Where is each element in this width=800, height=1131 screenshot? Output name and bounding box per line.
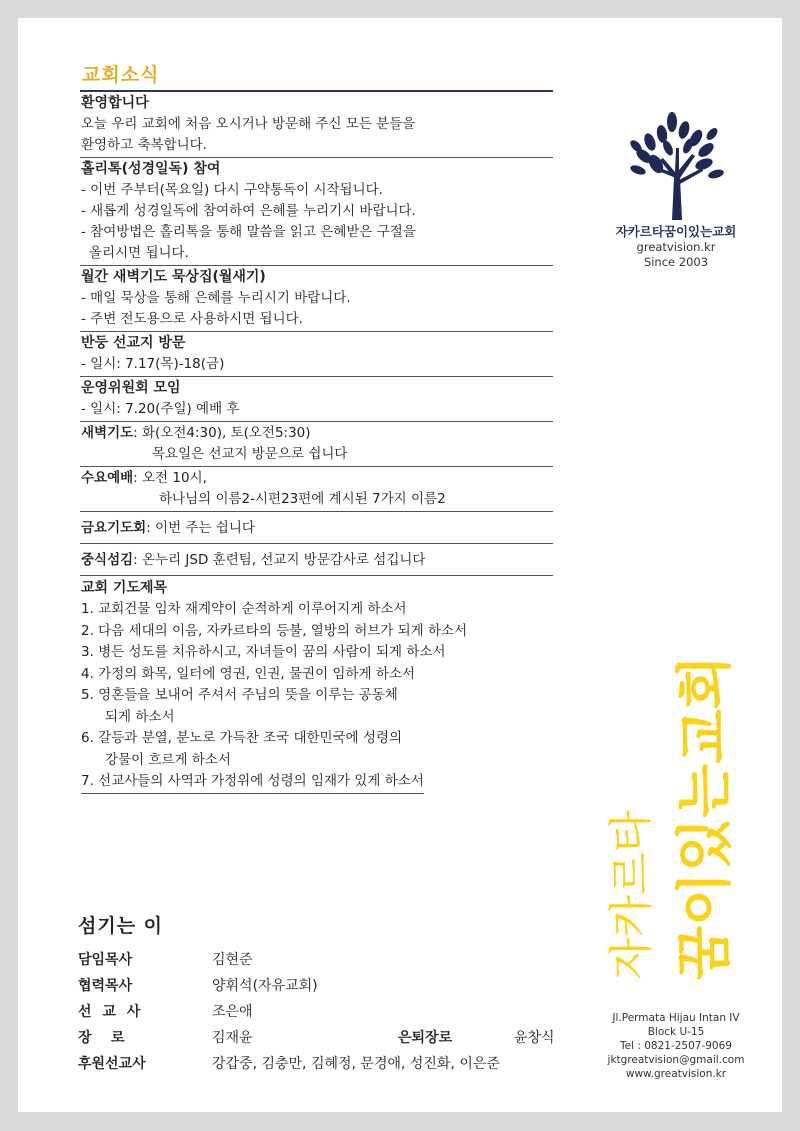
staff-name: 강갑중, 김충만, 김혜정, 문경애, 성진화, 이은준 — [212, 1056, 500, 1072]
staff-name: 양휘석(자유교회) — [212, 978, 318, 994]
prayer-item: 7. 선교사들의 사역과 가정위에 성령의 임재가 있게 하소서 — [81, 771, 424, 794]
prayer-item: 4. 가정의 화목, 일터에 영권, 인권, 물권이 임하게 하소서 — [81, 665, 415, 682]
holytalk-title: 홀리톡(성경일독) 참여 — [81, 161, 221, 177]
vertical-title-line2: 꿈이있는교회 — [673, 655, 736, 980]
dawn-prayer-label: 새벽기도 — [81, 425, 134, 441]
church-news — [80, 60, 553, 794]
holytalk-line: 올리시면 됩니다. — [89, 245, 189, 261]
contact-info — [596, 1011, 756, 1081]
wed-label: 수요예배 — [81, 470, 134, 486]
committee-line: - 일시: 7.20(주일) 예배 후 — [81, 401, 240, 417]
staff-name: 김현준 — [212, 952, 253, 968]
welcome-line: 환영하고 축복합니다. — [81, 137, 207, 153]
church-since: Since 2003 — [643, 255, 709, 269]
dawn-prayer-section — [80, 422, 553, 467]
news-heading: 교회소식 — [82, 64, 160, 86]
separator: : — [133, 470, 143, 486]
prayer-item-cont: 되게 하소서 — [105, 708, 175, 725]
lunch-label: 중식섬김 — [81, 552, 134, 568]
church-website: greatvision.kr — [636, 240, 716, 254]
staff-row — [78, 1051, 568, 1077]
wed-time: 오전 10시, — [142, 470, 207, 486]
holytalk-line: - 참여방법은 홀리톡을 통해 말씀을 읽고 은혜받은 구절을 — [81, 224, 416, 240]
wed-sermon: 하나님의 이름2-시편23편에 계시된 7가지 이름2 — [159, 491, 446, 507]
dawn-book-title: 월간 새벽기도 묵상집(월새기) — [81, 269, 266, 285]
vertical-church-title — [606, 588, 756, 988]
bulletin-page — [18, 18, 782, 1112]
prayer-item: 2. 다음 세대의 이음, 자카르타의 등불, 열방의 허브가 되게 하소서 — [81, 622, 468, 639]
prayer-item: 1. 교회건물 임차 재계약이 순적하게 이루어지게 하소서 — [81, 601, 407, 617]
holytalk-line: - 새롭게 성경일독에 참여하여 은혜를 누리기시 바랍니다. — [81, 203, 416, 219]
staff-name: 조은애 — [212, 1004, 253, 1020]
bandung-title: 반둥 선교지 방문 — [81, 335, 186, 351]
dawn-book-section — [80, 266, 553, 332]
staff-row — [78, 1025, 568, 1051]
bandung-line: - 일시: 7.17(목)-18(금) — [81, 356, 225, 372]
lunch-section — [80, 544, 553, 576]
serve-title: 섬기는 이 — [78, 915, 164, 937]
lunch-text: : 온누리 JSD 훈련팀, 선교지 방문감사로 섬깁니다 — [133, 552, 426, 568]
prayer-item: 5. 영혼들을 보내어 주셔서 주님의 뜻을 이루는 공동체 — [81, 687, 398, 703]
staff-role: 담임목사 — [78, 952, 133, 968]
staff-role: 협력목사 — [78, 978, 133, 994]
tree-icon — [616, 108, 736, 220]
staff-role: 선 교 사 — [78, 1004, 144, 1020]
email: jktgreatvision@gmail.com — [607, 1054, 745, 1066]
address-line1: Jl.Permata Hijau Intan IV — [612, 1012, 740, 1024]
dawn-book-line: - 주변 전도용으로 사용하시면 됩니다. — [81, 311, 303, 327]
holytalk-section — [80, 158, 553, 266]
address-line2: Block U-15 — [647, 1026, 705, 1038]
website: www.greatvision.kr — [625, 1068, 727, 1080]
dawn-prayer-time: 화(오전4:30), 토(오전5:30) — [142, 425, 311, 441]
church-name: 자카르타꿈이있는교회 — [615, 224, 737, 239]
welcome-section — [80, 92, 553, 158]
staff-row — [78, 947, 568, 973]
staff-row — [78, 999, 568, 1025]
separator: : — [133, 425, 143, 441]
staff-role: 후원선교사 — [78, 1056, 146, 1072]
holytalk-line: - 이번 주부터(목요일) 다시 구약통독이 시작됩니다. — [81, 182, 383, 198]
committee-section — [80, 377, 553, 422]
dawn-book-line: - 매일 묵상을 통해 은혜를 누리시기 바랍니다. — [81, 290, 351, 306]
welcome-title: 환영합니다 — [81, 95, 149, 111]
prayer-section — [80, 576, 553, 794]
prayer-title: 교회 기도제목 — [81, 580, 168, 596]
staff-role: 장 로 — [78, 1030, 125, 1046]
church-logo — [596, 108, 756, 270]
staff-role-retired: 은퇴장로 — [398, 1030, 453, 1046]
committee-title: 운영위원회 모임 — [81, 380, 181, 396]
staff-list — [78, 947, 568, 1077]
staff-name: 김재윤 — [212, 1030, 253, 1046]
fri-label: 금요기도회 — [81, 520, 147, 536]
wed-section — [80, 467, 553, 512]
staff-row — [78, 973, 568, 999]
fri-text: : 이번 주는 쉽니다 — [146, 520, 255, 536]
bandung-section — [80, 332, 553, 377]
dawn-prayer-note: 목요일은 선교지 방문으로 쉽니다 — [152, 446, 348, 462]
prayer-item-cont: 강물이 흐르게 하소서 — [105, 751, 231, 768]
fri-section — [80, 512, 553, 544]
prayer-item: 3. 병든 성도를 치유하시고, 자녀들이 꿈의 사람이 되게 하소서 — [81, 644, 446, 660]
phone: Tel : 0821-2507-9069 — [620, 1040, 732, 1052]
welcome-line: 오늘 우리 교회에 처음 오시거나 방문해 주신 모든 분들을 — [81, 116, 416, 132]
staff-name-retired: 윤창식 — [514, 1030, 555, 1046]
vertical-title-line1: 자카르타 — [607, 809, 656, 980]
prayer-item: 6. 갈등과 분열, 분노로 가득찬 조국 대한민국에 성령의 — [81, 730, 403, 746]
